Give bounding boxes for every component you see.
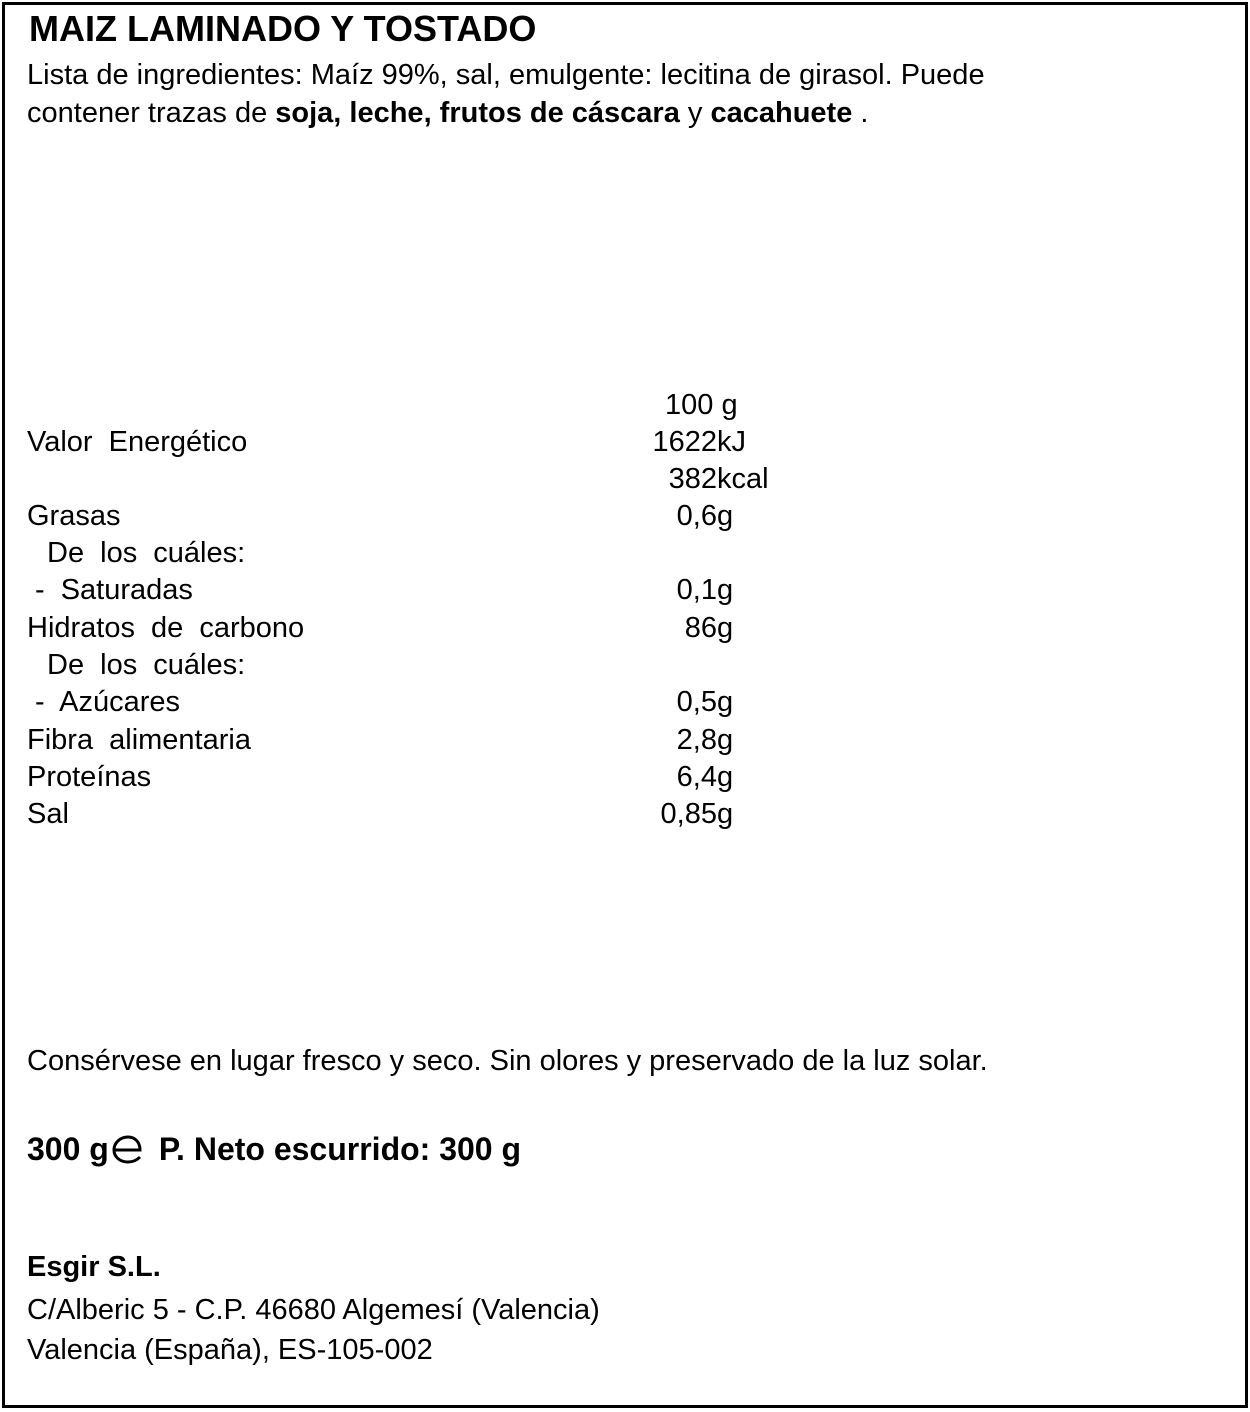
nutrient-unit: g xyxy=(717,612,734,644)
nutrient-value: 86 xyxy=(684,612,717,644)
nutrition-row-carbohydrates xyxy=(27,610,827,647)
nutrient-unit: g xyxy=(717,761,734,793)
nutrient-value: 0,1 xyxy=(676,574,717,606)
nutrient-value: 0,5 xyxy=(676,686,717,718)
nutrition-row-energy-kj xyxy=(27,424,827,461)
nutrient-name: Sal xyxy=(27,798,69,830)
allergens-bold: soja, leche, frutos de cáscara xyxy=(275,97,680,129)
nutrient-value: 0,6 xyxy=(676,500,717,532)
nutrient-unit: kcal xyxy=(717,463,769,495)
product-title: MAIZ LAMINADO Y TOSTADO xyxy=(29,8,537,49)
nutrient-name: Valor Energético xyxy=(27,426,248,458)
nutrient-value: 2,8 xyxy=(676,724,717,756)
nutrient-name: Fibra alimentaria xyxy=(27,724,251,756)
nutrient-unit: g xyxy=(717,500,734,532)
nutrition-row-saturated xyxy=(27,572,827,609)
nutrient-unit: g xyxy=(717,574,734,606)
nutrient-name: Hidratos de carbono xyxy=(27,612,305,644)
nutrient-value: 6,4 xyxy=(676,761,717,793)
nutrition-row-fats xyxy=(27,498,827,535)
manufacturer-address: C/Alberic 5 - C.P. 46680 Algemesí (Valencia) xyxy=(27,1294,600,1326)
nutrient-name: De los cuáles: xyxy=(47,649,246,681)
ingredients-prefix: contener trazas de xyxy=(27,97,276,129)
product-label xyxy=(2,2,1248,1408)
nutrition-row-energy-kcal xyxy=(27,461,827,498)
nutrient-name: Grasas xyxy=(27,500,121,532)
nutrition-row-fibre xyxy=(27,722,827,759)
nutrient-value: 1622 xyxy=(652,426,717,458)
nutrient-name: De los cuáles: xyxy=(47,537,246,569)
nutrition-row-sugars xyxy=(27,684,827,721)
net-weight-line xyxy=(27,1129,521,1173)
ingredients-ending: . xyxy=(852,97,869,129)
estimated-sign-icon xyxy=(111,1133,145,1173)
nutrient-value: 0,85 xyxy=(660,798,717,830)
net-weight-drained: P. Neto escurrido: 300 g xyxy=(158,1131,522,1167)
nutrition-header: 100 g xyxy=(665,389,738,421)
nutrition-row-protein xyxy=(27,759,827,796)
nutrition-row-of-which-2 xyxy=(27,647,827,684)
nutrient-unit: g xyxy=(717,686,734,718)
storage-instructions: Consérvese en lugar fresco y seco. Sin olores y preservado de la luz solar. xyxy=(27,1045,988,1077)
nutrient-unit: kJ xyxy=(717,426,746,458)
manufacturer-name: Esgir S.L. xyxy=(27,1251,161,1283)
nutrient-unit: g xyxy=(717,724,734,756)
nutrient-name: - Saturadas xyxy=(35,574,193,606)
manufacturer-location: Valencia (España), ES-105-002 xyxy=(27,1334,433,1366)
nutrition-row-of-which-1 xyxy=(27,535,827,572)
nutrition-row-salt xyxy=(27,796,827,833)
nutrient-unit: g xyxy=(717,798,734,830)
nutrient-name: - Azúcares xyxy=(35,686,180,718)
allergen-connector: y xyxy=(679,97,711,129)
nutrient-value: 382 xyxy=(668,463,717,495)
net-weight-amount: 300 g xyxy=(27,1131,109,1167)
allergen-last: cacahuete xyxy=(710,97,853,129)
nutrient-name: Proteínas xyxy=(27,761,152,793)
ingredients-line-1: Lista de ingredientes: Maíz 99%, sal, emulgente: lecitina de girasol. Puede xyxy=(27,59,985,91)
ingredients-line-2 xyxy=(27,95,868,131)
